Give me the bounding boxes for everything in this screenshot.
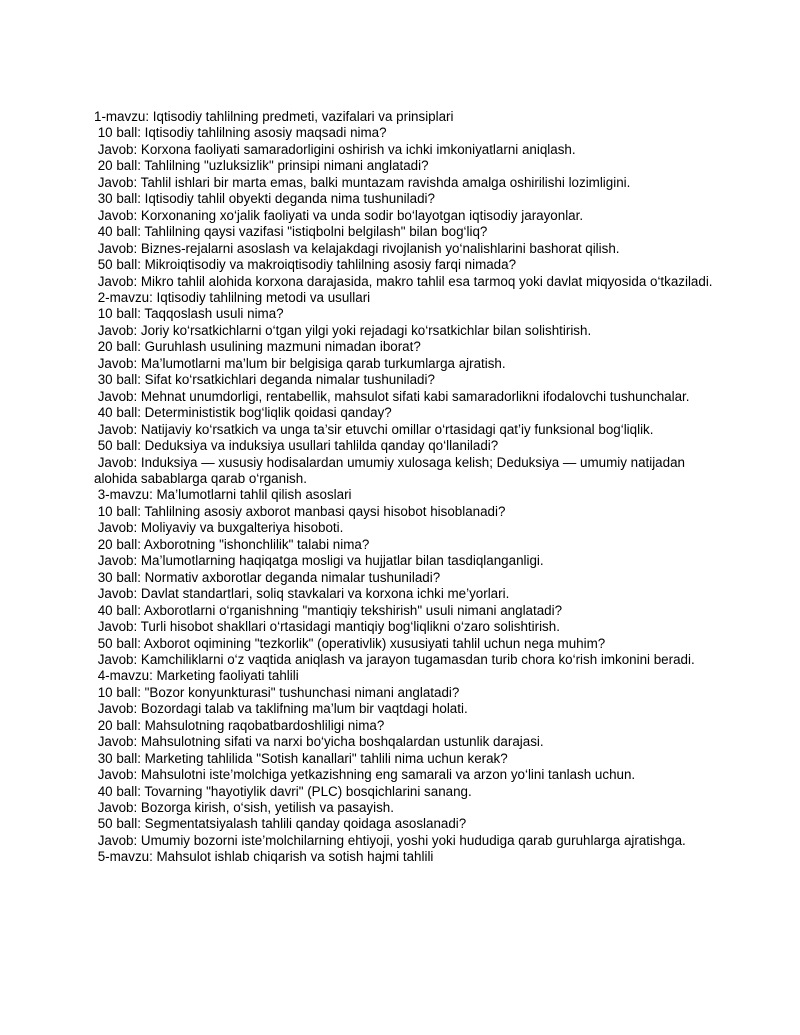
question-line: 50 ball: Deduksiya va induksiya usullari tahlilda qanday qo‘llaniladi?: [94, 438, 499, 454]
question-line: 40 ball: Determinististik bog‘liqlik qoidasi qanday?: [94, 405, 392, 421]
topic-heading: 1-mavzu: Iqtisodiy tahlilning predmeti, vazifalari va prinsiplari: [94, 109, 454, 124]
question-line: 30 ball: Sifat ko‘rsatkichlari deganda nimalar tushuniladi?: [94, 372, 435, 388]
answer-line: Javob: Tahlil ishlari bir marta emas, balki muntazam ravishda amalga oshirilishi lozimligini.: [94, 174, 631, 190]
answer-line: Javob: Moliyaviy va buxgalteriya hisoboti.: [94, 520, 344, 536]
answer-line: Javob: Bozordagi talab va taklifning ma’lum bir vaqtdagi holati.: [94, 701, 468, 717]
answer-line: Javob: Induksiya — xususiy hodisalardan umumiy xulosaga kelish; Deduksiya — umumiy natijadan alohida sabablarga qarab o‘rganish.: [94, 454, 689, 486]
question-line: 20 ball: Tahlilning "uzluksizlik" prinsipi nimani anglatadi?: [94, 158, 429, 174]
question-line: 10 ball: Iqtisodiy tahlilning asosiy maqsadi nima?: [94, 125, 387, 141]
topic-heading: 2-mavzu: Iqtisodiy tahlilning metodi va usullari: [94, 289, 371, 305]
answer-line: Javob: Turli hisobot shakllari o‘rtasidagi mantiqiy bog‘liqlikni o‘zaro solishtirish.: [94, 619, 560, 635]
question-line: 10 ball: Tahlilning asosiy axborot manbasi qaysi hisobot hisoblanadi?: [94, 503, 506, 519]
answer-line: Javob: Mahsulotni iste’molchiga yetkazishning eng samarali va arzon yo‘lini tanlash uchun.: [94, 767, 636, 783]
answer-line: Javob: Davlat standartlari, soliq stavkalari va korxona ichki me’yorlari.: [94, 586, 510, 602]
answer-line: Javob: Kamchiliklarni o‘z vaqtida aniqlash va jarayon tugamasdan turib chora ko‘rish imkonini beradi.: [94, 651, 695, 667]
answer-line: Javob: Mikro tahlil alohida korxona darajasida, makro tahlil esa tarmoq yoki davlat miqyosida o‘tkaziladi.: [94, 273, 713, 289]
topic-heading: 5-mavzu: Mahsulot ishlab chiqarish va sotish hajmi tahlili: [94, 849, 434, 865]
answer-line: Javob: Joriy ko‘rsatkichlarni o‘tgan yilgi yoki rejadagi ko‘rsatkichlar bilan solishtirish.: [94, 322, 592, 338]
answer-line: Javob: Korxonaning xo‘jalik faoliyati va unda sodir bo‘layotgan iqtisodiy jarayonlar.: [94, 207, 584, 223]
topic-heading: 4-mavzu: Marketing faoliyati tahlili: [94, 668, 299, 684]
question-line: 40 ball: Axborotlarni o‘rganishning "mantiqiy tekshirish" usuli nimani anglatadi?: [94, 602, 563, 618]
answer-line: Javob: Umumiy bozorni iste’molchilarning ehtiyoji, yoshi yoki hududiga qarab guruhlarga ajratishga.: [94, 832, 686, 848]
question-line: 10 ball: "Bozor konyunkturasi" tushunchasi nimani anglatadi?: [94, 684, 460, 700]
question-line: 30 ball: Marketing tahlilida "Sotish kanallari" tahlili nima uchun kerak?: [94, 750, 508, 766]
question-line: 50 ball: Mikroiqtisodiy va makroiqtisodiy tahlilning asosiy farqi nimada?: [94, 257, 517, 273]
question-line: 30 ball: Normativ axborotlar deganda nimalar tushuniladi?: [94, 569, 441, 585]
answer-line: Javob: Bozorga kirish, o‘sish, yetilish va pasayish.: [94, 800, 394, 816]
question-line: 20 ball: Guruhlash usulining mazmuni nimadan iborat?: [94, 339, 421, 355]
answer-line: Javob: Natijaviy ko‘rsatkich va unga ta’sir etuvchi omillar o‘rtasidagi qat’iy funksional bog‘liqlik.: [94, 421, 654, 437]
answer-line: Javob: Mahsulotning sifati va narxi bo‘yicha boshqalardan ustunlik darajasi.: [94, 734, 544, 750]
question-line: 50 ball: Segmentatsiyalash tahlili qanday qoidaga asoslanadi?: [94, 816, 467, 832]
topic-heading: 3-mavzu: Ma’lumotlarni tahlil qilish asoslari: [94, 487, 352, 503]
question-line: 40 ball: Tovarning "hayotiylik davri" (PLC) bosqichlarini sanang.: [94, 783, 472, 799]
answer-line: Javob: Ma’lumotlarning haqiqatga mosligi va hujjatlar bilan tasdiqlanganligi.: [94, 553, 544, 569]
question-line: 10 ball: Taqqoslash usuli nima?: [94, 306, 284, 322]
question-line: 20 ball: Axborotning "ishonchlilik" talabi nima?: [94, 536, 370, 552]
document-body: [94, 109, 714, 866]
answer-line: Javob: Mehnat unumdorligi, rentabellik, mahsulot sifati kabi samaradorlikni ifodalovchi tushunchalar.: [94, 388, 690, 404]
question-line: 30 ball: Iqtisodiy tahlil obyekti deganda nima tushuniladi?: [94, 191, 435, 207]
question-line: 20 ball: Mahsulotning raqobatbardoshliligi nima?: [94, 717, 385, 733]
question-line: 50 ball: Axborot oqimining "tezkorlik" (operativlik) xususiyati tahlil uchun nega muhim?: [94, 635, 606, 651]
answer-line: Javob: Biznes-rejalarni asoslash va kelajakdagi rivojlanish yo‘nalishlarini bashorat qilish.: [94, 240, 620, 256]
answer-line: Javob: Ma’lumotlarni ma’lum bir belgisiga qarab turkumlarga ajratish.: [94, 355, 506, 371]
answer-line: Javob: Korxona faoliyati samaradorligini oshirish va ichki imkoniyatlarni aniqlash.: [94, 141, 576, 157]
question-line: 40 ball: Tahlilning qaysi vazifasi "istiqbolni belgilash" bilan bog‘liq?: [94, 224, 488, 240]
